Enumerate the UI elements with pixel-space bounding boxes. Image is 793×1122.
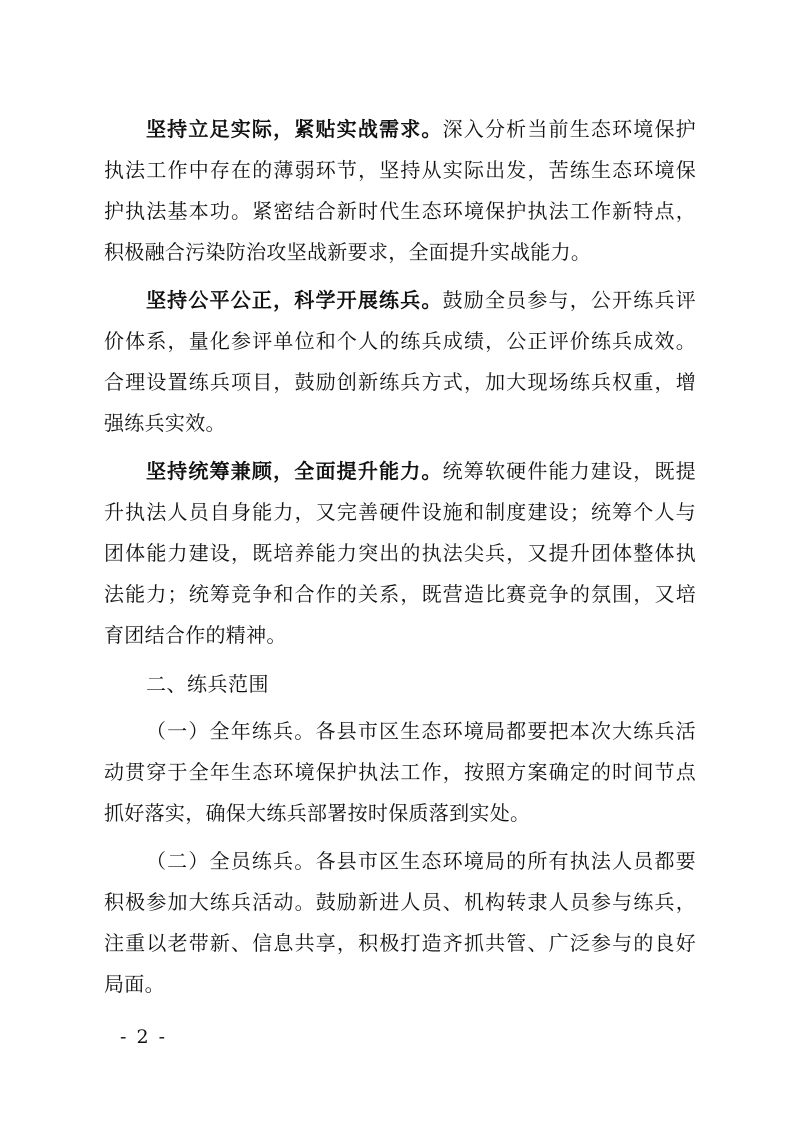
paragraph-5-line-2: 积极参加大练兵活动。鼓励新进人员、机构转隶人员参与练兵， [104,890,696,914]
paragraph-3-line-1 [146,459,696,483]
paragraph-1-line-3: 护执法基本功。紧密结合新时代生态环境保护执法工作新特点， [104,199,696,223]
paragraph-2-line-1-rest: 鼓励全员参与，公开练兵评 [442,288,696,312]
paragraph-3-line-2: 升执法人员自身能力，又完善硬件设施和制度建设；统筹个人与 [104,500,696,524]
paragraph-3-line-5: 育团结合作的精神。 [104,623,287,647]
paragraph-5-line-3: 注重以老带新、信息共享，积极打造齐抓共管、广泛参与的良好 [104,931,696,955]
paragraph-2-line-1 [146,288,696,312]
paragraph-4-line-2: 动贯穿于全年生态环境保护执法工作，按照方案确定的时间节点 [104,760,696,784]
paragraph-1-line-4: 积极融合污染防治攻坚战新要求，全面提升实战能力。 [104,240,592,264]
paragraph-4-line-3: 抓好落实，确保大练兵部署按时保质落到实处。 [104,801,531,825]
paragraph-3-line-1-rest: 统筹软硬件能力建设，既提 [442,459,696,483]
paragraph-4-line-1: （一）全年练兵。各县市区生态环境局都要把本次大练兵活 [146,719,696,743]
paragraph-2-lead: 坚持公平公正，科学开展练兵。 [146,288,443,312]
paragraph-3-line-3: 团体能力建设，既培养能力突出的执法尖兵，又提升团体整体执 [104,541,696,565]
paragraph-5-line-1: （二）全员练兵。各县市区生态环境局的所有执法人员都要 [146,849,696,873]
section-heading: 二、练兵范围 [146,672,269,696]
paragraph-3-line-4: 法能力；统筹竞争和合作的关系，既营造比赛竞争的氛围，又培 [104,582,696,606]
paragraph-1-line-1-rest: 深入分析当前生态环境保护 [442,117,696,141]
page-number: - 2 - [120,1026,168,1048]
paragraph-1-lead: 坚持立足实际，紧贴实战需求。 [146,117,443,141]
paragraph-3-lead: 坚持统筹兼顾，全面提升能力。 [146,459,443,483]
paragraph-5-line-4: 局面。 [104,972,165,996]
paragraph-1-line-1 [146,117,696,141]
paragraph-2-line-4: 强练兵实效。 [104,411,226,435]
paragraph-2-line-3: 合理设置练兵项目，鼓励创新练兵方式，加大现场练兵权重，增 [104,370,696,394]
paragraph-2-line-2: 价体系，量化参评单位和个人的练兵成绩，公正评价练兵成效。 [104,329,696,353]
paragraph-1-line-2: 执法工作中存在的薄弱环节，坚持从实际出发，苦练生态环境保 [104,158,696,182]
